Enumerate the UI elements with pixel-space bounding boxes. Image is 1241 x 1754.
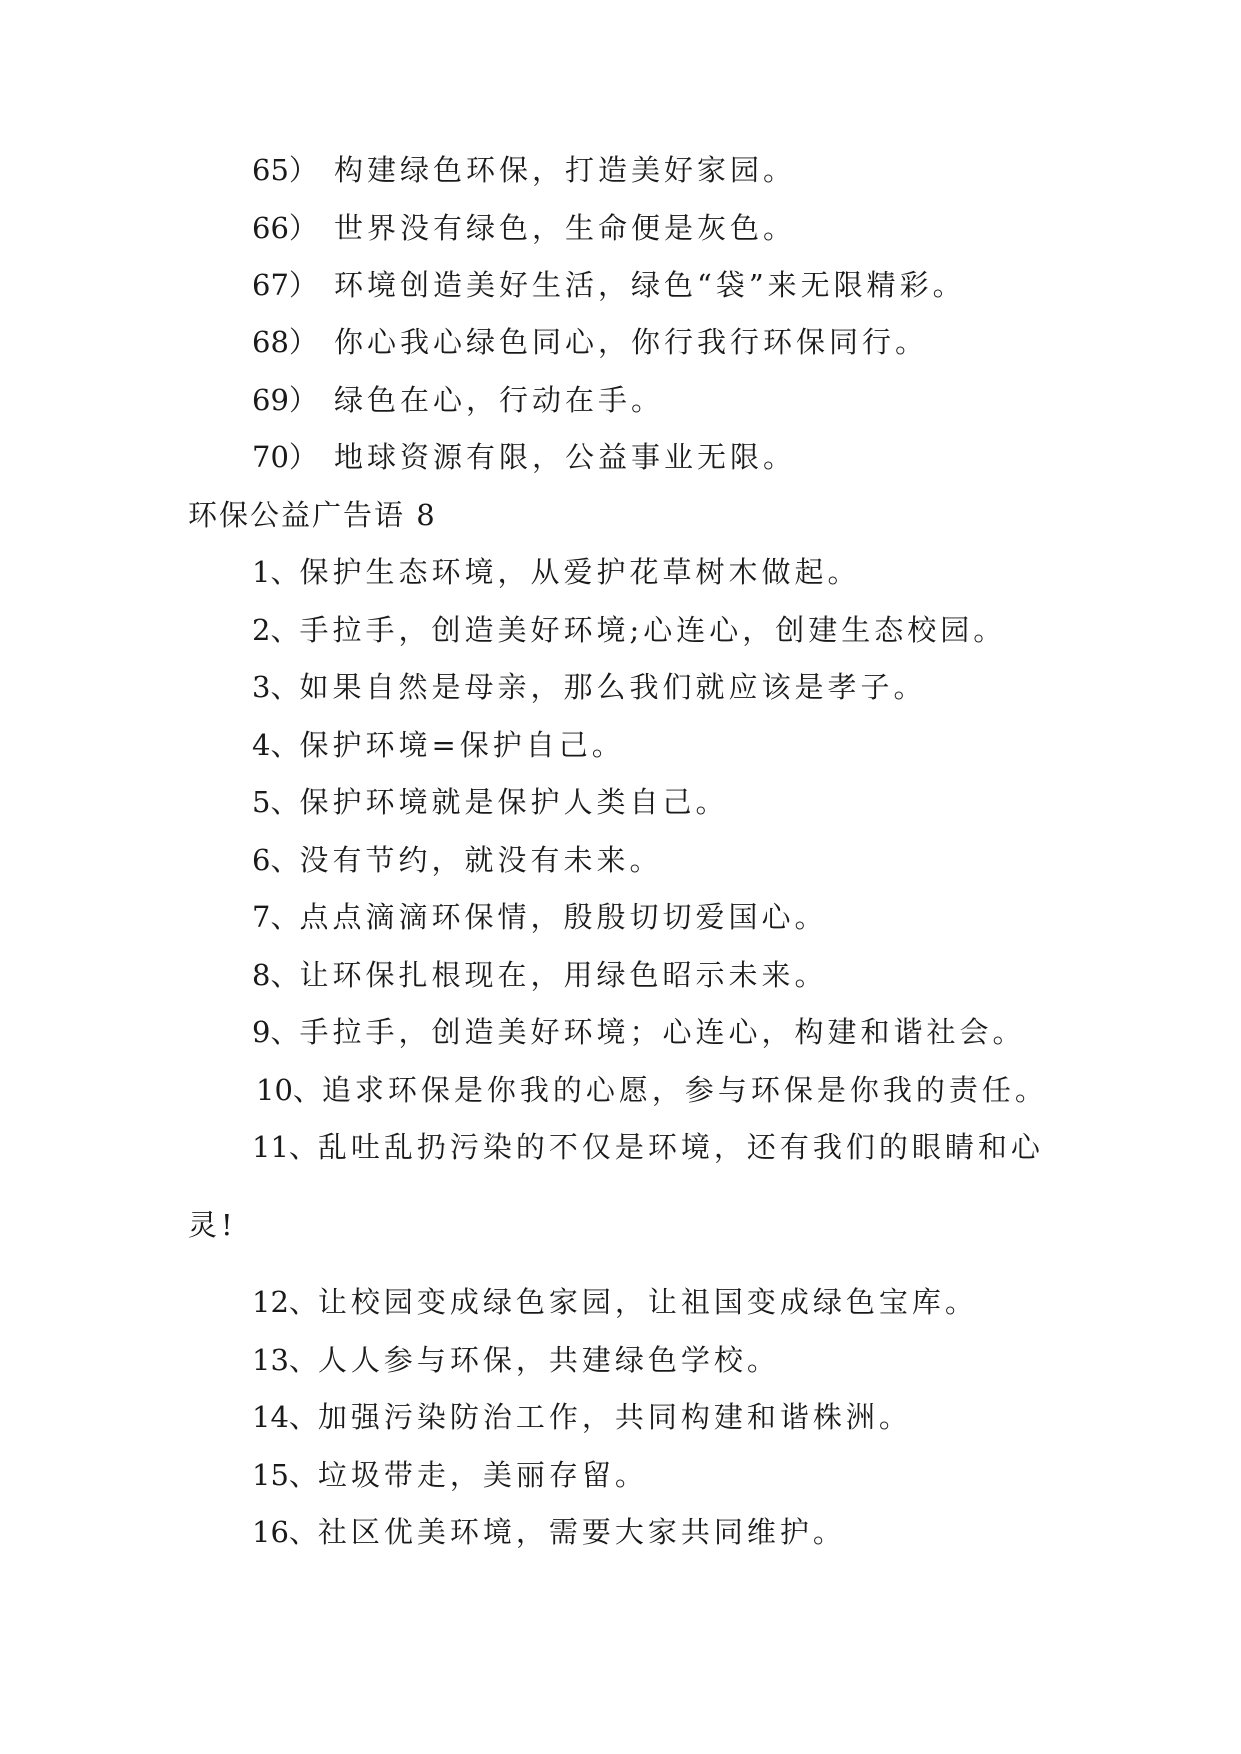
item-number: 70） [252,440,318,474]
item-text: 保护环境就是保护人类自己。 [299,785,729,819]
item-number: 4、 [252,728,300,762]
item-number: 68） [252,325,318,359]
item-number: 7、 [252,900,300,934]
item-number: 9、 [252,1015,300,1049]
item-number: 69） [252,383,318,417]
item-text: 让环保扎根现在，用绿色昭示未来。 [299,958,828,992]
list-item [252,1455,648,1495]
item-number: 16、 [252,1515,318,1549]
list-item [252,150,796,190]
list-item [252,1397,912,1437]
item-text: 加强污染防治工作，共同构建和谐株洲。 [317,1400,912,1434]
list-item [252,782,728,822]
item-number: 13、 [252,1343,318,1377]
item-text: 人人参与环保，共建绿色学校。 [317,1343,780,1377]
list-item [252,322,928,362]
list-item [252,725,625,765]
item-text: 绿色在心，行动在手。 [334,383,665,417]
item-text: 垃圾带走，美丽存留。 [317,1458,648,1492]
item-text: 你心我心绿色同心，你行我行环保同行。 [334,325,929,359]
list-item [252,437,796,477]
item-text: 手拉手，创造美好环境;心连心，创建生态校园。 [299,613,1007,647]
list-item-continuation: 灵! [188,1208,237,1242]
item-text: 环境创造美好生活，绿色“袋”来无限精彩。 [334,268,966,302]
item-text: 手拉手，创造美好环境；心连心，构建和谐社会。 [299,1015,1026,1049]
list-item [252,552,860,592]
item-text: 保护环境=保护自己。 [299,728,625,762]
item-text: 乱吐乱扔污染的不仅是环境，还有我们的眼睛和心 [317,1130,1044,1164]
list-item [252,667,926,707]
item-number: 10、 [256,1073,322,1107]
list-item [252,208,796,248]
item-number: 14、 [252,1400,318,1434]
item-text: 社区优美环境，需要大家共同维护。 [317,1515,846,1549]
list-item [256,1070,1048,1110]
item-number: 8、 [252,958,300,992]
item-number: 2、 [252,613,300,647]
item-text: 追求环保是你我的心愿，参与环保是你我的责任。 [321,1073,1048,1107]
list-item [252,380,664,420]
list-item [252,1340,780,1380]
item-text: 点点滴滴环保情，殷殷切切爱国心。 [299,900,828,934]
list-item [252,610,1006,650]
item-number: 65） [252,153,318,187]
list-item [252,897,827,937]
item-number: 3、 [252,670,300,704]
item-text: 让校园变成绿色家园，让祖国变成绿色宝库。 [317,1285,978,1319]
list-item [252,1282,978,1322]
section-heading: 环保公益广告语 8 [188,498,437,532]
item-number: 5、 [252,785,300,819]
list-item [252,265,966,305]
item-number: 66） [252,211,318,245]
item-text: 保护生态环境，从爱护花草树木做起。 [299,555,861,589]
list-item [252,1012,1025,1052]
item-text: 没有节约，就没有未来。 [299,843,663,877]
list-item [252,840,662,880]
list-item [252,1512,846,1552]
item-number: 12、 [252,1285,318,1319]
item-text: 地球资源有限，公益事业无限。 [334,440,797,474]
item-number: 6、 [252,843,300,877]
list-item [252,955,827,995]
item-number: 15、 [252,1458,318,1492]
item-number: 67） [252,268,318,302]
item-text: 如果自然是母亲，那么我们就应该是孝子。 [299,670,927,704]
item-text: 世界没有绿色，生命便是灰色。 [334,211,797,245]
item-text: 构建绿色环保，打造美好家园。 [334,153,797,187]
item-number: 11、 [252,1130,318,1164]
item-number: 1、 [252,555,300,589]
list-item [252,1127,1044,1167]
